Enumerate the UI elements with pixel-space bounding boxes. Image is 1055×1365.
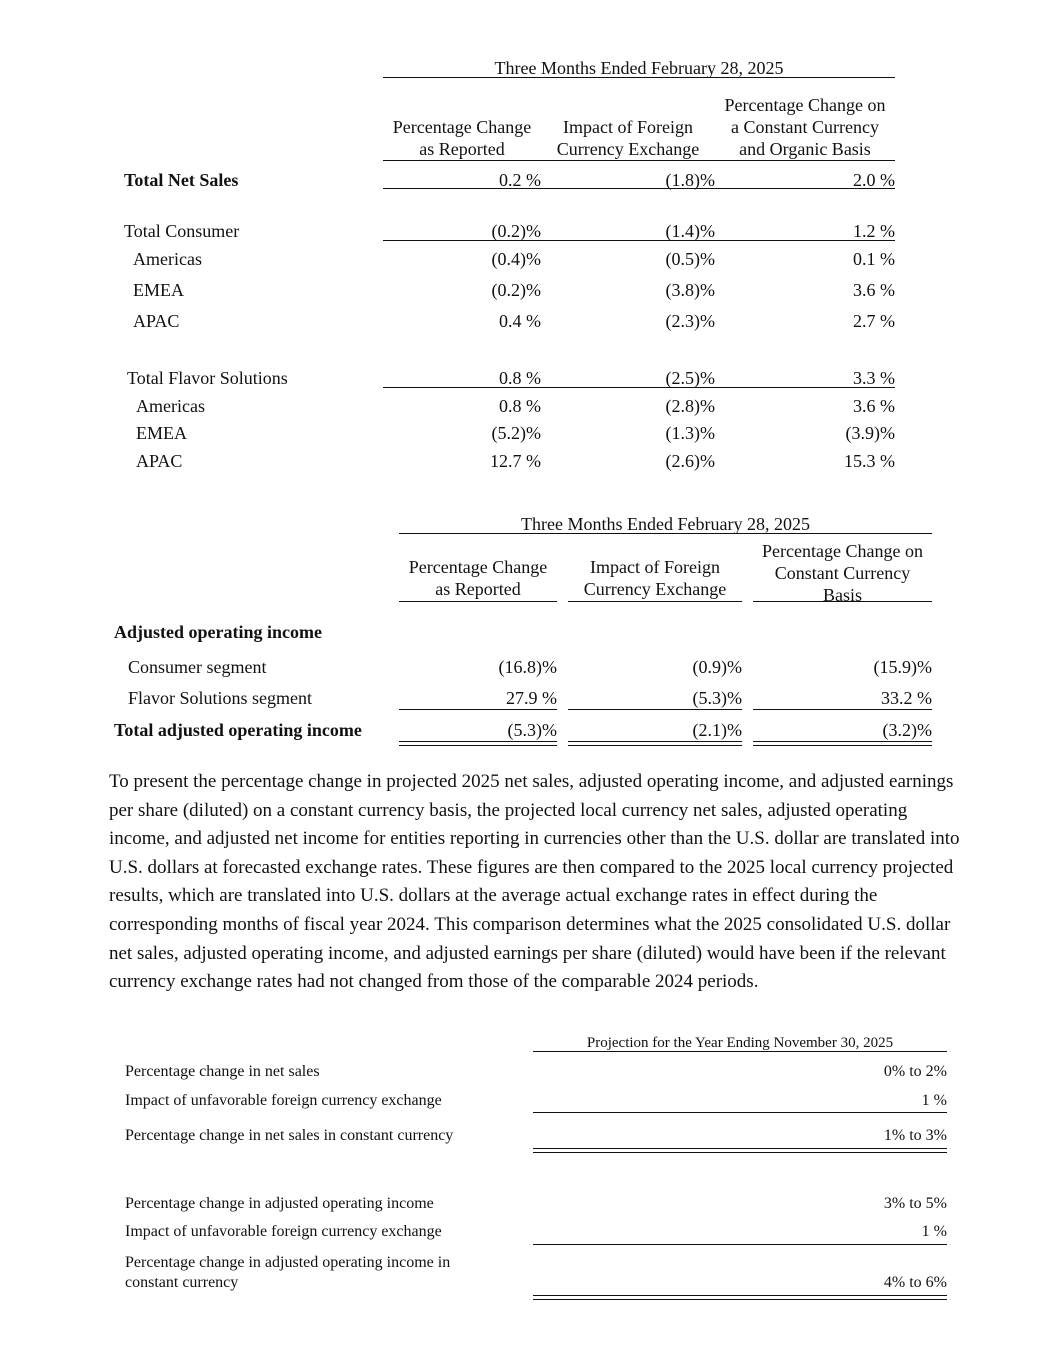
table3-total-double-rule xyxy=(533,1295,947,1300)
table1-cell: (1.8)% xyxy=(665,170,715,190)
table1-period-header: Three Months Ended February 28, 2025 xyxy=(494,58,784,78)
table1-cell: 12.7 % xyxy=(490,451,541,471)
table3-row-label: Percentage change in net sales xyxy=(125,1063,320,1080)
table3-cell: 1 % xyxy=(921,1092,947,1109)
table2-total-double-rule xyxy=(399,741,557,746)
table3-subtotal-rule xyxy=(533,1112,947,1113)
table2-cell: (2.1)% xyxy=(692,720,742,740)
table1-cell: 0.2 % xyxy=(499,170,541,190)
table2-row-label: Total adjusted operating income xyxy=(114,720,362,740)
table1-cell: (0.2)% xyxy=(491,221,541,241)
table2-subtotal-rule xyxy=(753,709,932,710)
table3-row-label: Impact of unfavorable foreign currency exchange xyxy=(125,1223,442,1240)
table2-subtotal-rule xyxy=(399,709,557,710)
table1-cell: (0.4)% xyxy=(491,249,541,269)
table1-cell: (2.3)% xyxy=(665,311,715,331)
table1-cell: 3.6 % xyxy=(853,280,895,300)
table3-subtotal-rule xyxy=(533,1244,947,1245)
table1-col3-header: Percentage Change on a Constant Currency and Organic Basis xyxy=(724,95,886,159)
table1-cell: 0.4 % xyxy=(499,311,541,331)
table2-col2-header: Impact of Foreign Currency Exchange xyxy=(583,557,727,599)
table3-cell: 3% to 5% xyxy=(883,1195,947,1212)
table2-subtotal-rule xyxy=(568,709,742,710)
table1-cell: 2.7 % xyxy=(853,311,895,331)
table2-cell: (5.3)% xyxy=(507,720,557,740)
table2-total-double-rule xyxy=(568,741,742,746)
table1-row-label: APAC xyxy=(133,311,180,331)
table1-cell: (2.8)% xyxy=(665,396,715,416)
table1-cell: (0.5)% xyxy=(665,249,715,269)
table1-row-label: Americas xyxy=(133,249,202,269)
table1-cell: 0.1 % xyxy=(853,249,895,269)
table2-row-label: Flavor Solutions segment xyxy=(128,688,312,708)
table2-col3-header: Percentage Change on Constant Currency Basis xyxy=(762,541,923,605)
table1-col2-header: Impact of Foreign Currency Exchange xyxy=(556,117,700,159)
table1-row-label: Total Flavor Solutions xyxy=(127,368,288,388)
table1-row-label: EMEA xyxy=(136,423,187,443)
table3-cell: 0% to 2% xyxy=(883,1063,947,1080)
table2-period-header: Three Months Ended February 28, 2025 xyxy=(521,514,810,534)
table1-cell: (3.9)% xyxy=(845,423,895,443)
table1-row-label: Americas xyxy=(136,396,205,416)
table1-header-rule xyxy=(383,160,895,161)
table1-cell: 15.3 % xyxy=(844,451,895,471)
table1-cell: 1.2 % xyxy=(853,221,895,241)
table2-period-rule xyxy=(399,533,932,534)
table3-cell: 1 % xyxy=(921,1223,947,1240)
table2-cell: (3.2)% xyxy=(882,720,932,740)
table3-row-label: Impact of unfavorable foreign currency exchange xyxy=(125,1092,442,1109)
table2-cell: 27.9 % xyxy=(506,688,557,708)
table2-cell: (0.9)% xyxy=(692,657,742,677)
table3-header-rule xyxy=(533,1051,947,1052)
table1-cell: 0.8 % xyxy=(499,396,541,416)
table3-row-label: Percentage change in adjusted operating income xyxy=(125,1195,434,1212)
table1-row-label: Total Net Sales xyxy=(124,170,239,190)
table1-cell: 2.0 % xyxy=(853,170,895,190)
table1-cell: 0.8 % xyxy=(499,368,541,388)
table3-row-label: Percentage change in adjusted operating income in constant currency xyxy=(125,1254,451,1291)
table1-total-rule xyxy=(383,188,895,189)
table3-cell: 1% to 3% xyxy=(883,1127,947,1144)
table1-row-label: APAC xyxy=(136,451,183,471)
table1-cell: (1.4)% xyxy=(665,221,715,241)
explanatory-paragraph: To present the percentage change in projected 2025 net sales, adjusted operating income, and adjusted earnings per share (diluted) on a constant currency basis, the projected local currency net sales, adjusted operating income, and adjusted net income for entities reporting in currencies other than the U.S. dollar are translated into U.S. dollars at forecasted exchange rates. These figures are then compared to the 2025 local currency projected results, which are translated into U.S. dollars at the average actual exchange rates in effect during the corresponding months of fiscal year 2024. This comparison determines what the 2025 consolidated U.S. dollar net sales, adjusted operating income, and adjusted earnings per share (diluted) would have been if the relevant currency exchange rates had not changed from those of the comparable 2024 periods. xyxy=(109,771,960,993)
table1-row-label: EMEA xyxy=(133,280,184,300)
table1-cell: 3.6 % xyxy=(853,396,895,416)
table1-cell: (2.6)% xyxy=(665,451,715,471)
table2-col1-header: Percentage Change as Reported xyxy=(408,557,548,599)
table3-total-double-rule xyxy=(533,1148,947,1153)
table1-cell: (0.2)% xyxy=(491,280,541,300)
table3-cell: 4% to 6% xyxy=(883,1274,947,1291)
table1-consumer-rule xyxy=(383,240,895,241)
table2-cell: 33.2 % xyxy=(881,688,932,708)
table2-row-label: Consumer segment xyxy=(128,657,267,677)
table1-flavor-rule xyxy=(383,387,895,388)
table2-cell: (16.8)% xyxy=(498,657,557,677)
table3-row-label: Percentage change in net sales in constant currency xyxy=(125,1127,454,1144)
table2-header-rule xyxy=(753,601,932,602)
table2-cell: (15.9)% xyxy=(873,657,932,677)
table2-cell: (5.3)% xyxy=(692,688,742,708)
table2-header-rule xyxy=(568,601,742,602)
table1-cell: (1.3)% xyxy=(665,423,715,443)
table2-total-double-rule xyxy=(753,741,932,746)
table1-cell: 3.3 % xyxy=(853,368,895,388)
table1-row-label: Total Consumer xyxy=(124,221,240,241)
table2-header-rule xyxy=(399,601,557,602)
table1-col1-header: Percentage Change as Reported xyxy=(392,117,532,159)
table1-period-rule xyxy=(383,77,895,78)
table1-cell: (2.5)% xyxy=(665,368,715,388)
table1-cell: (3.8)% xyxy=(665,280,715,300)
table2-section-label: Adjusted operating income xyxy=(114,622,322,642)
table1-cell: (5.2)% xyxy=(491,423,541,443)
table3-header: Projection for the Year Ending November 30, 2025 xyxy=(586,1035,894,1051)
